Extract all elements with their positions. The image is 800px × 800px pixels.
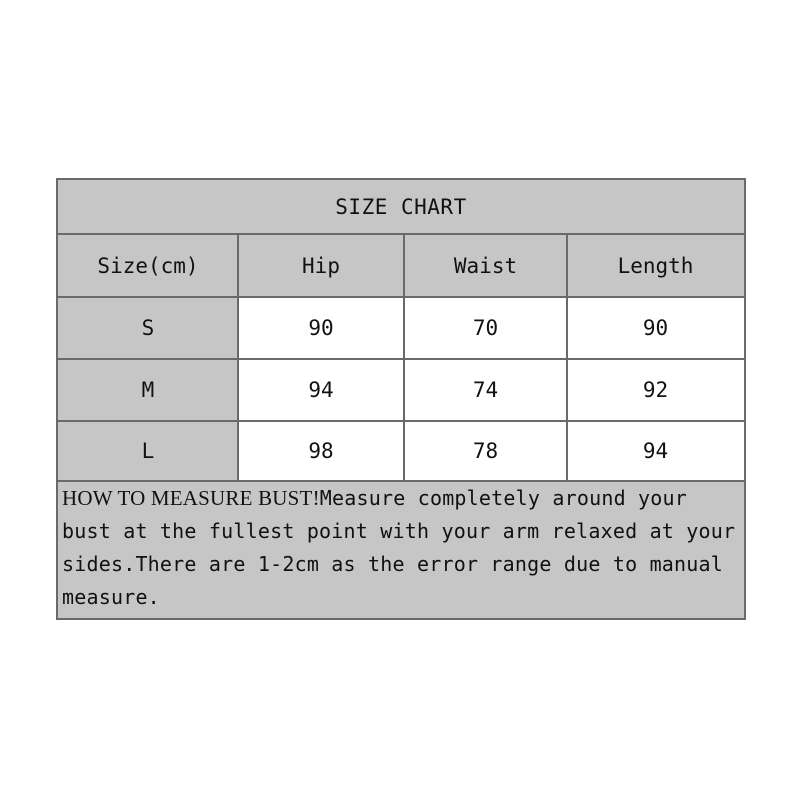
note-text: Measure completely around your bust at the fullest point with your arm relaxed at your sides.There are 1-2cm as the error range due to manual measure. [62,486,736,609]
size-s: S [58,298,238,360]
size-m: M [58,360,238,422]
length-m: 92 [567,360,744,422]
size-l: L [58,422,238,482]
header-length: Length [567,235,744,298]
header-waist: Waist [404,235,567,298]
waist-s: 70 [404,298,567,360]
length-l: 94 [567,422,744,482]
waist-m: 74 [404,360,567,422]
measurement-note [62,482,742,614]
header-hip: Hip [238,235,404,298]
length-s: 90 [567,298,744,360]
chart-title: SIZE CHART [58,180,744,235]
hip-m: 94 [238,360,404,422]
size-chart [56,178,746,620]
divider-2 [403,235,405,482]
divider-3 [566,235,568,482]
divider-1 [237,235,239,482]
hip-l: 98 [238,422,404,482]
note-lead: HOW TO MEASURE BUST! [62,486,320,510]
hip-s: 90 [238,298,404,360]
waist-l: 78 [404,422,567,482]
header-size: Size(cm) [58,235,238,298]
